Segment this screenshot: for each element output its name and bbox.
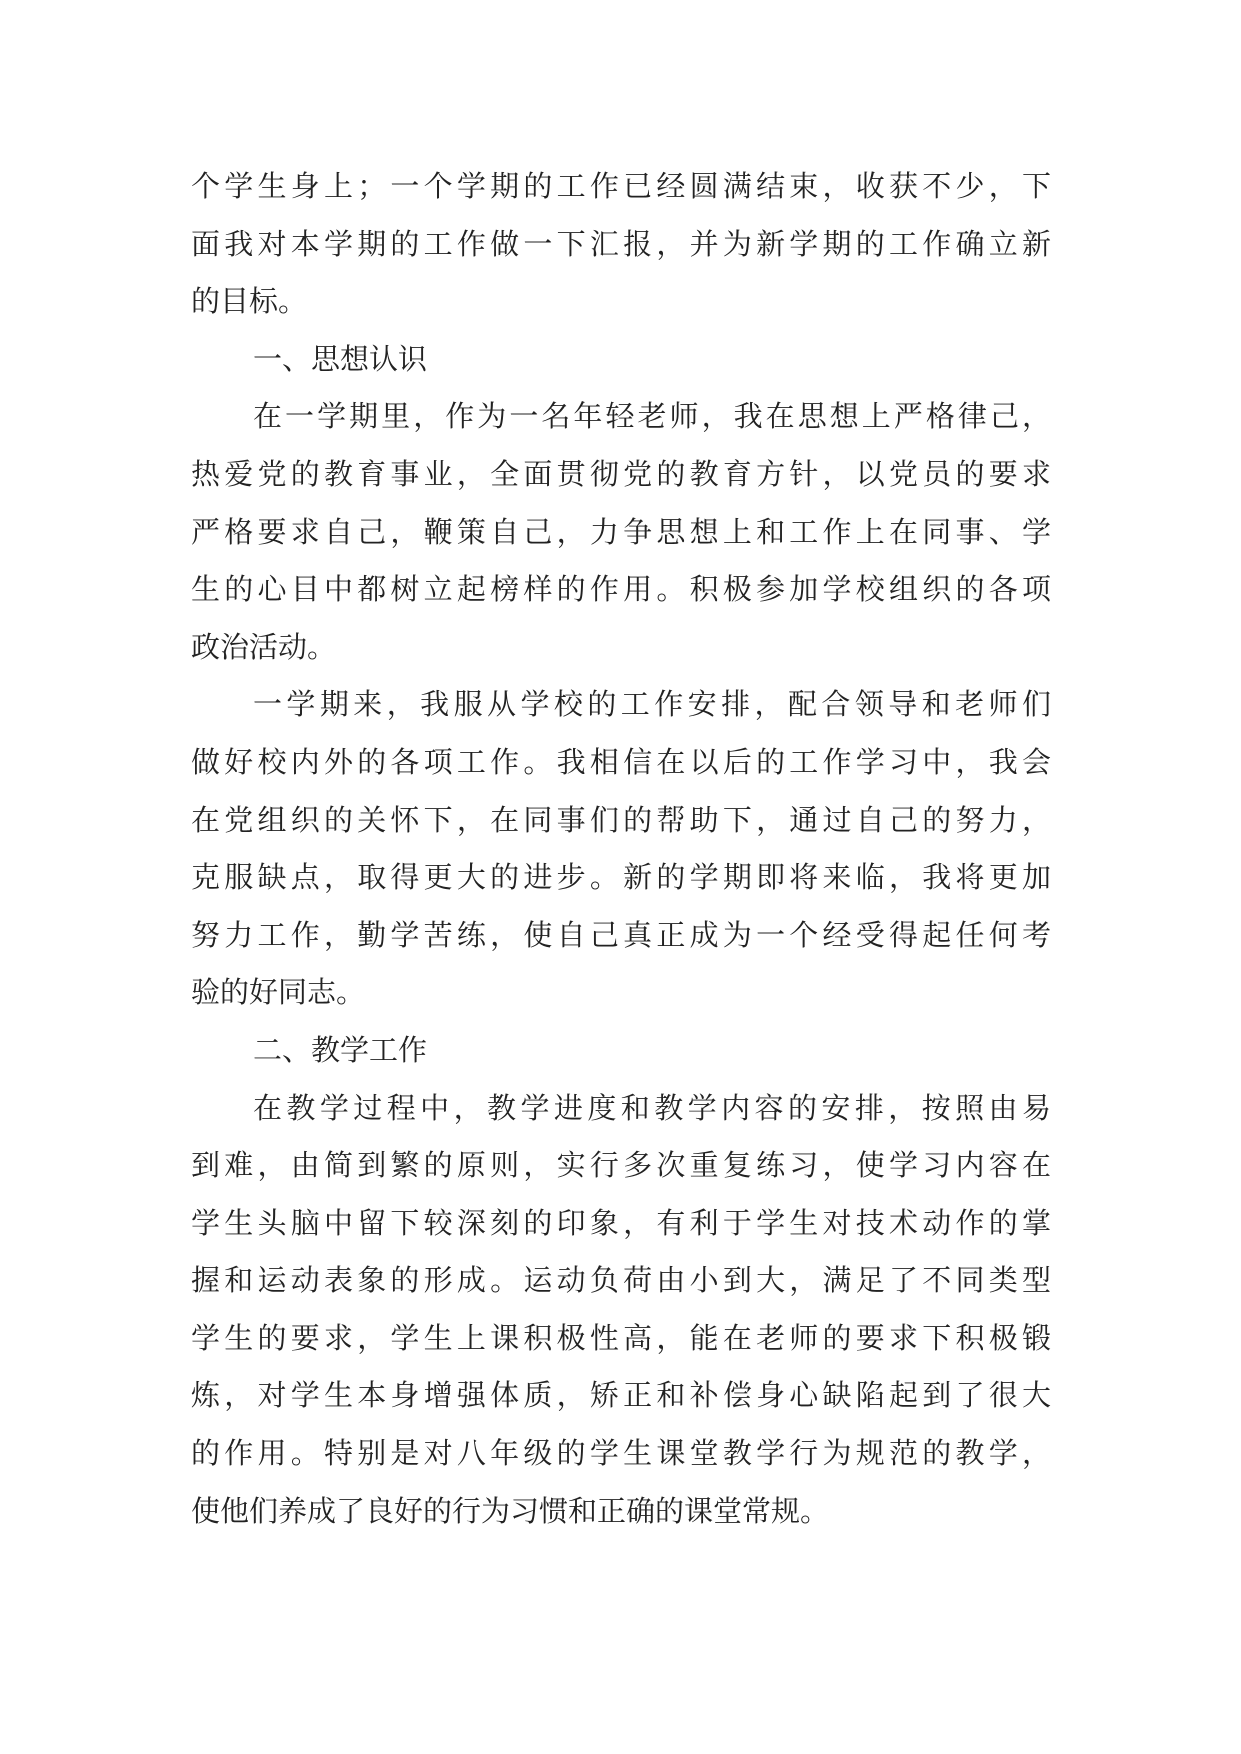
text-line: 的作用。特别是对八年级的学生课堂教学行为规范的教学， xyxy=(191,1436,1051,1471)
document-body xyxy=(191,158,1051,1540)
text-line: 严格要求自己，鞭策自己，力争思想上和工作上在同事、学 xyxy=(191,514,1051,549)
text-line: 二、教学工作 xyxy=(253,1032,428,1067)
text-line: 生的心目中都树立起榜样的作用。积极参加学校组织的各项 xyxy=(191,572,1051,607)
text-line: 努力工作，勤学苦练，使自己真正成为一个经受得起任何考 xyxy=(191,917,1051,952)
text-line: 学生的要求，学生上课积极性高，能在老师的要求下积极锻 xyxy=(191,1320,1051,1355)
text-line: 在教学过程中，教学进度和教学内容的安排，按照由易 xyxy=(253,1090,1051,1125)
text-line: 学生头脑中留下较深刻的印象，有利于学生对技术动作的掌 xyxy=(191,1205,1051,1240)
text-line: 炼，对学生本身增强体质，矫正和补偿身心缺陷起到了很大 xyxy=(191,1378,1051,1413)
text-line: 面我对本学期的工作做一下汇报，并为新学期的工作确立新 xyxy=(191,226,1051,261)
text-line: 热爱党的教育事业，全面贯彻党的教育方针，以党员的要求 xyxy=(191,456,1051,491)
text-line: 的目标。 xyxy=(191,284,308,319)
text-line: 使他们养成了良好的行为习惯和正确的课堂常规。 xyxy=(191,1493,830,1528)
text-line: 到难，由简到繁的原则，实行多次重复练习，使学习内容在 xyxy=(191,1148,1051,1183)
text-line: 在党组织的关怀下，在同事们的帮助下，通过自己的努力， xyxy=(191,802,1051,837)
text-line: 克服缺点，取得更大的进步。新的学期即将来临，我将更加 xyxy=(191,860,1051,895)
text-line: 一、思想认识 xyxy=(253,341,428,376)
text-line: 握和运动表象的形成。运动负荷由小到大，满足了不同类型 xyxy=(191,1263,1051,1298)
text-line: 做好校内外的各项工作。我相信在以后的工作学习中，我会 xyxy=(191,744,1051,779)
text-line: 政治活动。 xyxy=(191,629,337,664)
text-line: 个学生身上；一个学期的工作已经圆满结束，收获不少，下 xyxy=(191,169,1051,203)
text-line: 在一学期里，作为一名年轻老师，我在思想上严格律己， xyxy=(253,399,1051,434)
text-line: 验的好同志。 xyxy=(191,975,366,1010)
text-line: 一学期来，我服从学校的工作安排，配合领导和老师们 xyxy=(253,687,1051,722)
